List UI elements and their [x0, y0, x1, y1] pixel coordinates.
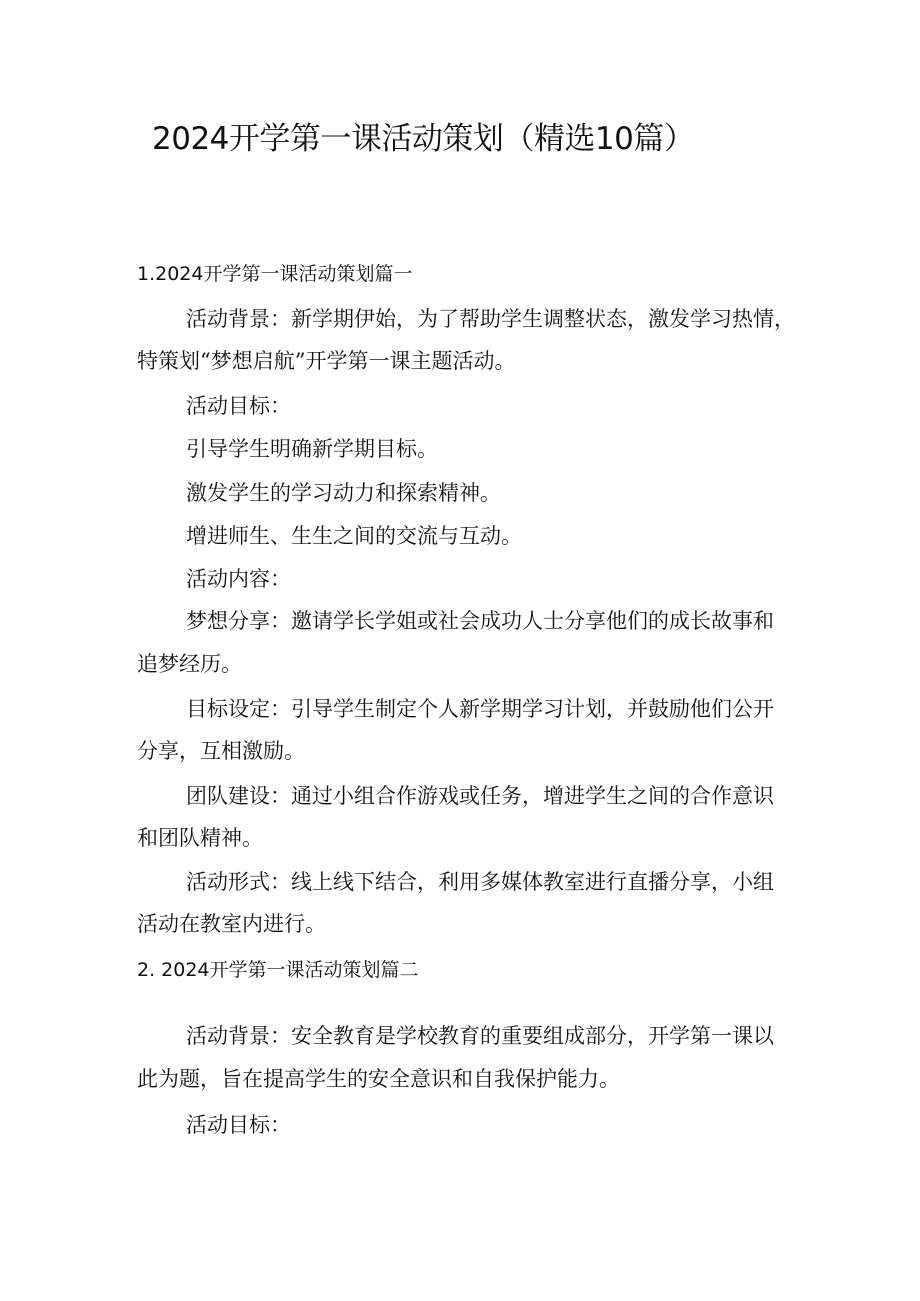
s1-goals-label: 活动目标： [186, 394, 291, 418]
s1-target-line-1: 目标设定：引导学生制定个人新学期学习计划，并鼓励他们公开 [186, 697, 774, 721]
s1-dream-line-1: 梦想分享：邀请学长学姐或社会成功人士分享他们的成长故事和 [186, 609, 774, 633]
s1-target-line-2: 分享，互相激励。 [137, 739, 305, 763]
s1-goal-1: 引导学生明确新学期目标。 [186, 437, 438, 461]
section-1-heading: 1.2024开学第一课活动策划篇一 [137, 263, 413, 285]
s1-background-line-1: 活动背景：新学期伊始，为了帮助学生调整状态，激发学习热情， [186, 307, 795, 331]
s1-team-line-2: 和团队精神。 [137, 826, 263, 850]
s1-dream-line-2: 追梦经历。 [137, 652, 242, 676]
s2-goals-label: 活动目标： [186, 1113, 291, 1137]
s1-format-line-1: 活动形式：线上线下结合，利用多媒体教室进行直播分享，小组 [186, 870, 774, 894]
s1-format-line-2: 活动在教室内进行。 [137, 912, 326, 936]
s1-team-line-1: 团队建设：通过小组合作游戏或任务，增进学生之间的合作意识 [186, 784, 774, 808]
s1-content-label: 活动内容： [186, 567, 291, 591]
s2-background-line-2: 此为题，旨在提高学生的安全意识和自我保护能力。 [137, 1067, 620, 1091]
s1-goal-2: 激发学生的学习动力和探索精神。 [186, 481, 501, 505]
s1-goal-3: 增进师生、生生之间的交流与互动。 [186, 524, 522, 548]
document-title: 2024开学第一课活动策划（精选10篇） [152, 121, 695, 157]
section-2-heading: 2. 2024开学第一课活动策划篇二 [137, 959, 419, 981]
s2-background-line-1: 活动背景：安全教育是学校教育的重要组成部分，开学第一课以 [186, 1024, 774, 1048]
s1-background-line-2: 特策划“梦想启航”开学第一课主题活动。 [137, 349, 516, 373]
